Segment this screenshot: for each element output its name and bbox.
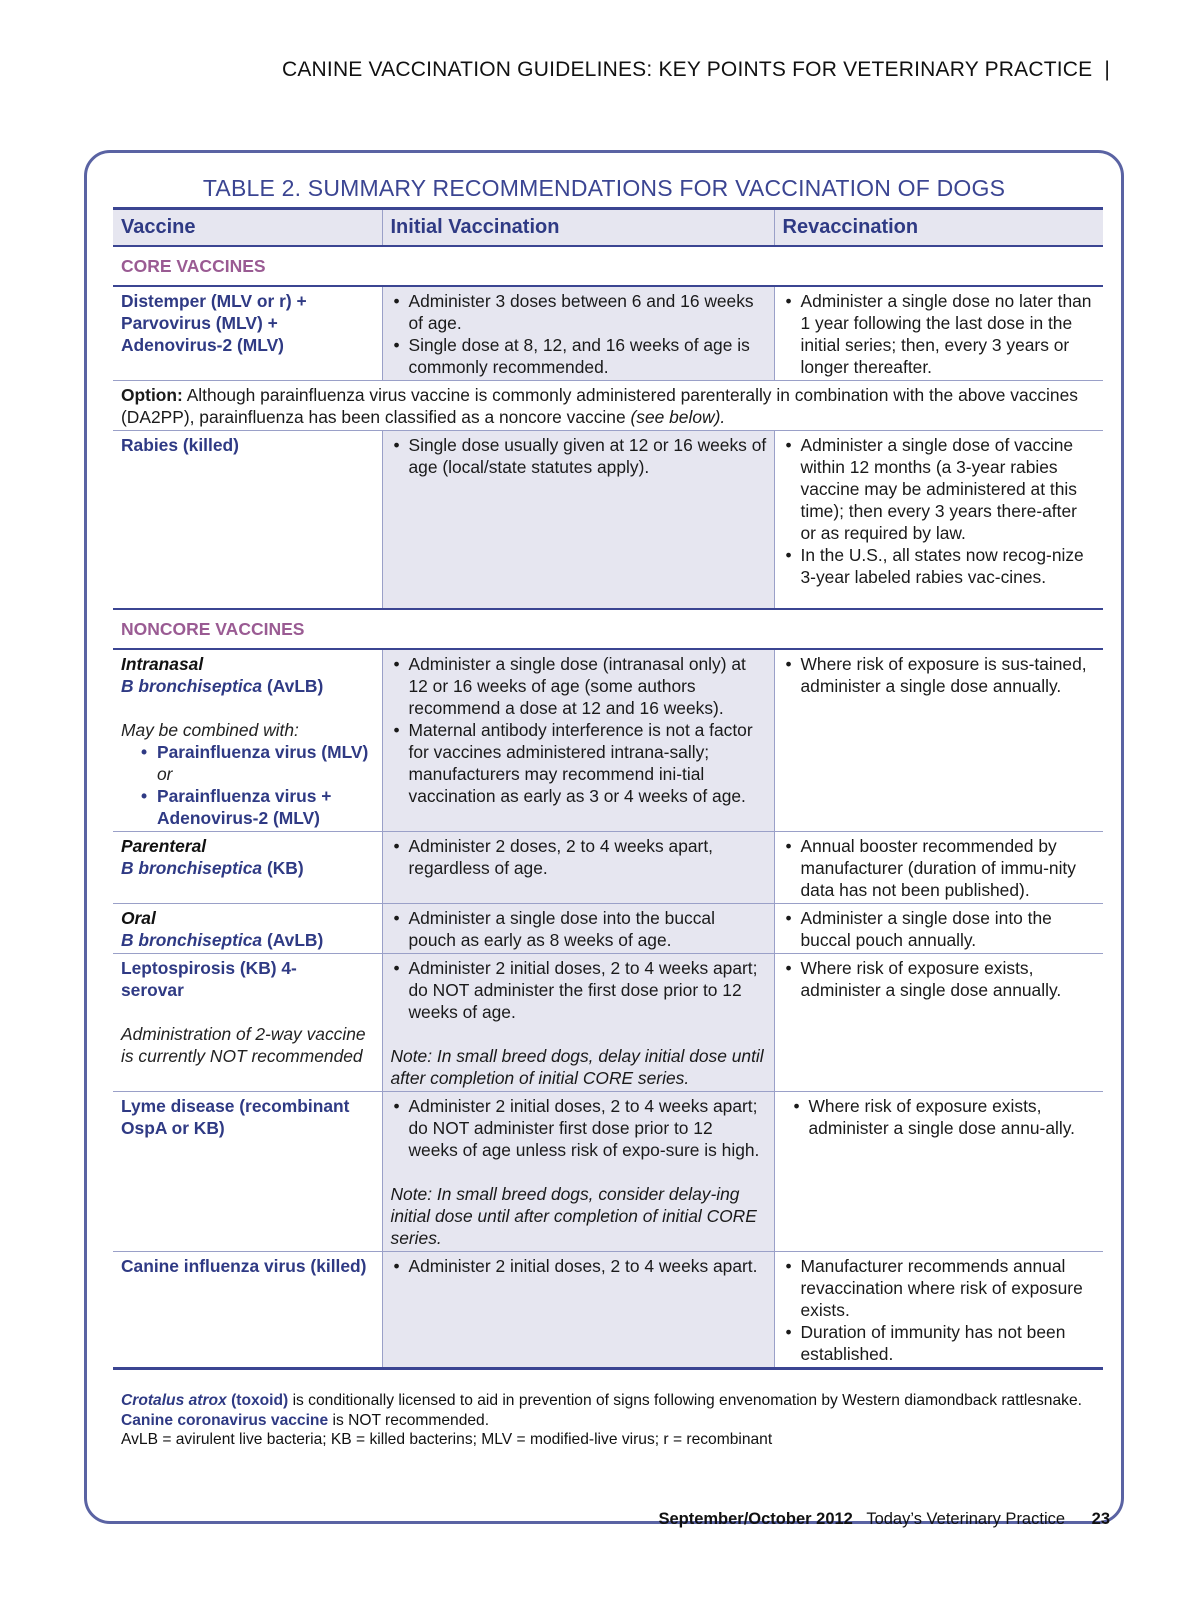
- vaccine-type: (AvLB): [266, 676, 324, 696]
- list-item: • Administer 2 initial doses, 2 to 4 weeks apart; do NOT administer the first dose prior to 12 weeks of age.: [391, 957, 767, 1023]
- list-item: • Single dose at 8, 12, and 16 weeks of age is commonly recommended.: [391, 334, 767, 378]
- option-label: Option:: [121, 385, 183, 405]
- initial-cell: [382, 832, 774, 904]
- header-initial: Initial Vaccination: [382, 209, 774, 247]
- list-item: • Administer a single dose (intranasal only) at 12 or 16 weeks of age (some authors recommend a dose at 12 and 16 weeks).: [391, 653, 767, 719]
- list-item: • Single dose usually given at 12 or 16 weeks of age (local/state statutes apply).: [391, 434, 767, 478]
- running-head: [282, 58, 1110, 82]
- option-row: [113, 381, 1103, 431]
- initial-cell: [382, 286, 774, 381]
- revacc-cell: [774, 431, 1103, 610]
- table-title: TABLE 2. SUMMARY RECOMMENDATIONS FOR VACCINATION OF DOGS: [202, 175, 1006, 201]
- initial-cell: [382, 954, 774, 1092]
- list-item: • In the U.S., all states now recog-nize 3-year labeled rabies vac-cines.: [783, 544, 1097, 588]
- footnote-abbreviations: AvLB = avirulent live bacteria; KB = killed bacterins; MLV = modified-live virus; r = recombinant: [121, 1431, 773, 1448]
- table-row: [113, 286, 1103, 381]
- vaccine-cell: [113, 832, 382, 904]
- option-cell: [113, 381, 1103, 431]
- corona-name: Canine coronavirus vaccine: [121, 1411, 329, 1429]
- table-row: [113, 832, 1103, 904]
- route-label: Parenteral: [121, 836, 207, 856]
- list-item: • Administer 3 doses between 6 and 16 weeks of age.: [391, 290, 767, 334]
- initial-note: Note: In small breed dogs, consider delay-ing initial dose until after completion of initial CORE series.: [390, 1184, 757, 1248]
- revacc-cell: [774, 954, 1103, 1092]
- option-text: Although parainfluenza virus vaccine is commonly administered parenterally in combination with the above vaccines (DA2PP), parainfluenza has been classified as a noncore vaccine: [121, 385, 1078, 427]
- vaccine-name: Distemper (MLV or r) +: [121, 291, 307, 311]
- table-row: [113, 1092, 1103, 1252]
- combined-name: Parainfluenza virus + Adenovirus-2 (MLV): [157, 786, 332, 828]
- folio-page-number: 23: [1091, 1510, 1110, 1528]
- crotalus-type: (toxoid): [231, 1392, 289, 1409]
- vaccine-cell: [113, 431, 382, 610]
- table-row: [113, 1252, 1103, 1369]
- list-item: • Administer 2 doses, 2 to 4 weeks apart, regardless of age.: [391, 835, 767, 879]
- list-item: [121, 785, 375, 829]
- initial-note: Note: In small breed dogs, delay initial dose until after completion of initial CORE series.: [390, 1046, 764, 1088]
- vaccine-name: Lyme disease (recombinant OspA or KB): [121, 1096, 350, 1138]
- list-item: • Maternal antibody interference is not a factor for vaccines administered intrana-sally; manufacturers may recommend ini-tial vaccination as early as 3 or 4 weeks of age.: [391, 719, 767, 807]
- vaccination-table: [113, 207, 1103, 1370]
- folio-journal: Today’s Veterinary Practice: [866, 1510, 1066, 1528]
- revacc-cell: [774, 1092, 1103, 1252]
- header-row: [113, 209, 1103, 247]
- list-item: • Where risk of exposure is sus-tained, administer a single dose annually.: [783, 653, 1097, 697]
- revacc-cell: [774, 904, 1103, 954]
- list-item: • Administer a single dose no later than 1 year following the last dose in the initial series; then, every 3 years or longer thereafter.: [783, 290, 1097, 378]
- table-row: [113, 431, 1103, 610]
- list-item: • Administer 2 initial doses, 2 to 4 weeks apart; do NOT administer first dose prior to 12 weeks of age unless risk of expo-sure is high.: [391, 1095, 767, 1161]
- list-item: • Manufacturer recommends annual revaccination where risk of exposure exists.: [783, 1255, 1097, 1321]
- vaccine-cell: [113, 286, 382, 381]
- option-italic: (see below).: [630, 407, 726, 427]
- section-core: [113, 246, 1103, 286]
- list-item: • Administer a single dose into the buccal pouch as early as 8 weeks of age.: [391, 907, 767, 951]
- vaccine-type: (KB): [266, 858, 304, 878]
- vaccine-name: Rabies (killed): [121, 435, 239, 455]
- list-item: • Administer 2 initial doses, 2 to 4 weeks apart.: [391, 1255, 767, 1277]
- header-vaccine: Vaccine: [113, 209, 382, 247]
- route-label: Intranasal: [121, 654, 204, 674]
- revacc-cell: [774, 286, 1103, 381]
- vaccine-name: Adenovirus-2 (MLV): [121, 335, 284, 355]
- noncore-label: NONCORE VACCINES: [113, 609, 1103, 649]
- combined-suffix: or: [157, 764, 173, 784]
- organism-name: B bronchiseptica: [121, 858, 263, 878]
- table-row: [113, 904, 1103, 954]
- table-row: [113, 954, 1103, 1092]
- footnote-crotalus: [121, 1391, 1097, 1411]
- corona-text: is NOT recommended.: [332, 1411, 490, 1429]
- vaccine-type: (AvLB): [266, 930, 324, 950]
- combined-name: Parainfluenza virus (MLV): [157, 742, 369, 762]
- initial-cell: [382, 431, 774, 610]
- crotalus-text: is conditionally licensed to aid in prevention of signs following envenomation by Western diamondback rattlesnake.: [292, 1392, 1082, 1409]
- list-item: • Where risk of exposure exists, administer a single dose annu-ally.: [791, 1095, 1097, 1139]
- revacc-cell: [774, 1252, 1103, 1369]
- table-frame: [84, 150, 1124, 1524]
- running-head-bar: |: [1104, 58, 1110, 81]
- running-head-text: CANINE VACCINATION GUIDELINES: KEY POINTS FOR VETERINARY PRACTICE: [281, 58, 1093, 81]
- list-item: • Administer a single dose of vaccine within 12 months (a 3-year rabies vaccine may be administered at this time); then every 3 years there-after or as required by law.: [783, 434, 1097, 544]
- page-folio: [658, 1510, 1110, 1529]
- initial-cell: [382, 904, 774, 954]
- organism-name: B bronchiseptica: [121, 930, 263, 950]
- table-footnotes: [121, 1391, 1097, 1450]
- combined-label: May be combined with:: [121, 720, 299, 740]
- revacc-cell: [774, 649, 1103, 832]
- initial-cell: [382, 649, 774, 832]
- vaccine-cell: [113, 1252, 382, 1369]
- initial-cell: [382, 1252, 774, 1369]
- list-item: • Annual booster recommended by manufacturer (duration of immu-nity data has not been published).: [783, 835, 1097, 901]
- list-item: • Administer a single dose into the buccal pouch annually.: [783, 907, 1097, 951]
- initial-cell: [382, 1092, 774, 1252]
- folio-issue: September/October 2012: [658, 1510, 853, 1528]
- core-label: CORE VACCINES: [113, 246, 1103, 286]
- list-item: • Duration of immunity has not been established.: [783, 1321, 1097, 1365]
- route-label: Oral: [121, 908, 156, 928]
- vaccine-note: Administration of 2-way vaccine is currently NOT recommended: [121, 1024, 366, 1066]
- vaccine-cell: [113, 904, 382, 954]
- organism-name: B bronchiseptica: [121, 676, 263, 696]
- vaccine-name: Canine influenza virus (killed): [121, 1256, 367, 1276]
- list-item: [121, 741, 375, 785]
- vaccine-cell: [113, 649, 382, 832]
- header-revaccination: Revaccination: [774, 209, 1103, 247]
- vaccine-cell: [113, 954, 382, 1092]
- revacc-cell: [774, 832, 1103, 904]
- vaccine-name: Parvovirus (MLV) +: [121, 313, 278, 333]
- vaccine-cell: [113, 1092, 382, 1252]
- crotalus-name: Crotalus atrox: [121, 1392, 227, 1409]
- footnote-coronavirus: [121, 1411, 1097, 1431]
- vaccine-name: Leptospirosis (KB) 4-serovar: [121, 958, 297, 1000]
- list-item: • Where risk of exposure exists, administer a single dose annually.: [783, 957, 1097, 1001]
- section-noncore: [113, 609, 1103, 649]
- table-row: [113, 649, 1103, 832]
